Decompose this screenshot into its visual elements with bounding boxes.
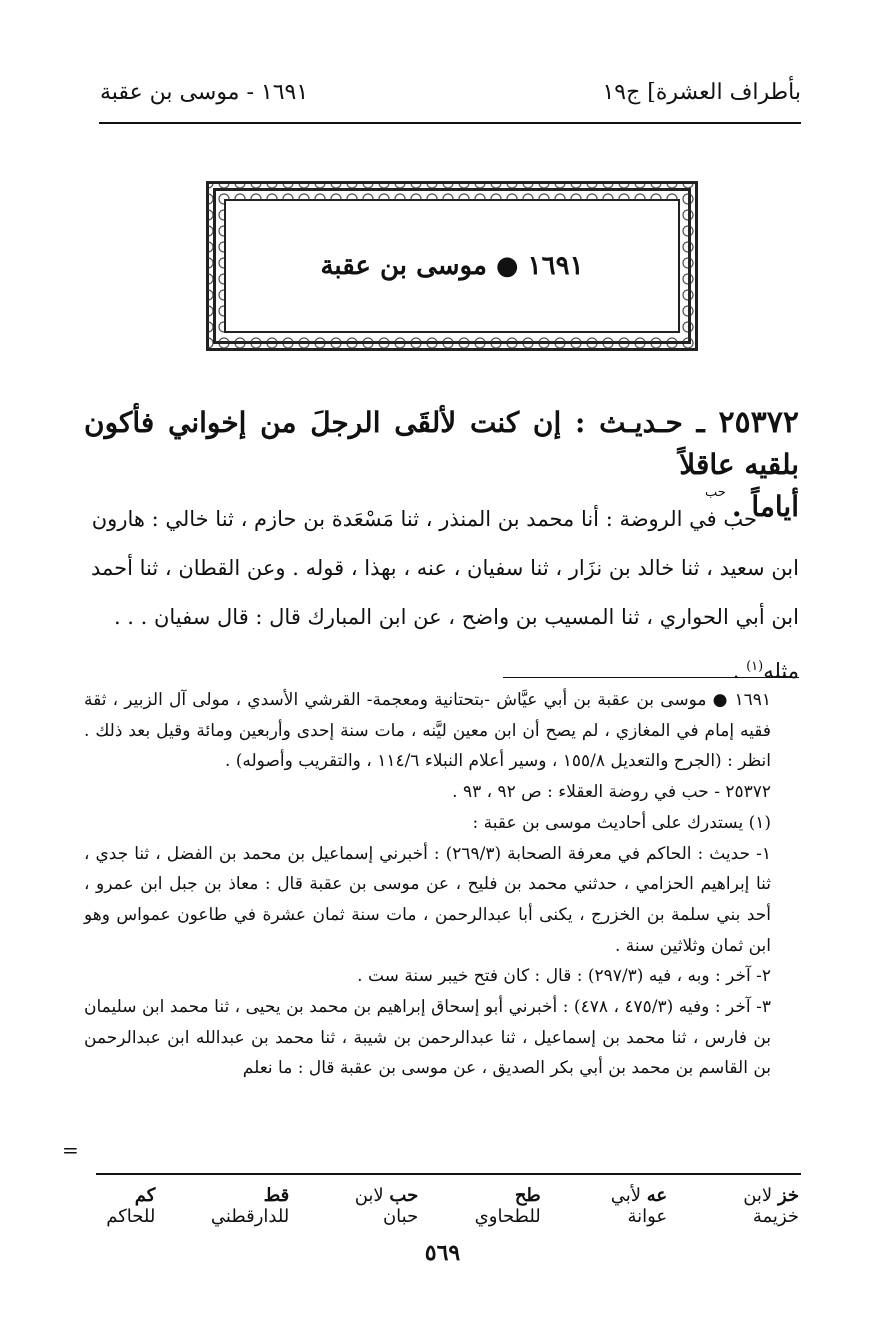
main-text [84,495,799,696]
abbr-item: خز لابن خزيمة [743,1185,799,1227]
hadith-label: ـ حـديـث : [575,406,705,439]
abbr-item: عه لأبي عوانة [610,1185,668,1227]
footnote-source: ٢٥٣٧٢ - حب في روضة العقلاء : ص ٩٢ ، ٩٣ . [452,782,771,803]
running-section-title: ١٦٩١ - موسى بن عقبة [100,80,309,105]
abbr-item: طح للطحاوي [474,1185,541,1227]
abbr-item: كم للحاكم [106,1185,156,1227]
page-header [100,80,801,114]
text-line-end: . [732,659,747,683]
footnote-addendum-heading: (١) يستدرك على أحاديث موسى بن عقبة : [472,812,771,833]
text-line-end: مثله [763,659,799,683]
continuation-mark: = [62,1138,79,1162]
hadith-text-end: أياماً . [731,490,799,523]
footnote-narrator: ١٦٩١ ● موسى بن عقبة بن أبي عيَّاش -بتحتانية ومعجمة- القرشي الأسدي ، مولى آل الزبير ، ثقة فقيه إمام في المغازي ، لم يصح أن ابن معين ليَّنه ، مات سنة إحدى وأربعين ومائة وقيل بعد ذلك . انظر : (الجرح والتعديل ١٥٥/٨ ، وسير أعلام النبلاء ١١٤/٦ ، والتقريب وأصوله) . [84,690,771,772]
ornamental-frame [206,181,698,351]
footnotes [84,685,799,1084]
abbreviations-legend [84,1185,799,1227]
text-line: ابن أبي الحواري ، ثنا المسيب بن واضح ، عن ابن المبارك قال : قال سفيان . . . [113,605,799,629]
abbr-item: حب لابن حبان [354,1185,419,1227]
text-line: ابن سعيد ، ثنا خالد بن نزَار ، ثنا سفيان ، عنه ، بهذا ، قوله . وعن القطان ، ثنا أحمد [90,556,799,580]
frame-inner [224,199,680,333]
running-book-title: بأطراف العشرة] ج١٩ [602,80,801,105]
rumuz-marker: حب [705,485,726,500]
footnote-divider [503,677,799,678]
abbr-item: قط للدارقطني [210,1185,290,1227]
footnote-mark: (١) [746,659,764,674]
footnote-addendum-2: ٢- آخر : وبه ، فيه (٢٩٧/٣) : قال : كان فتح خيبر سنة ست . [357,966,771,987]
header-divider [99,122,801,124]
footnote-addendum-1: ١- حديث : الحاكم في معرفة الصحابة (٢٦٩/٣) : أخبرني إسماعيل بن محمد بن الفضل ، ثنا جدي ، ثنا إبراهيم الحزامي ، حدثني محمد بن فليح ، عن موسى بن عقبة قال : معاذ بن جبل ابن عمرو ، أحد بني سلمة بن الخزرج ، يكنى أبا عبدالرحمن ، مات سنة ثمان عشرة في طاعون عمواس وهو ابن ثمان وثلاثين سنة . [84,843,771,956]
hadith-text: إن كنت لألقَى الرجلَ من إخواني فأكون بلقيه عاقلاً [84,406,799,481]
page-number: ٥٦٩ [424,1240,461,1266]
narrator-title: ١٦٩١ ● موسى بن عقبة [320,251,584,281]
hadith-number: ٢٥٣٧٢ [718,405,800,440]
text-line: حب في الروضة : أنا محمد بن المنذر ، ثنا مَسْعَدة بن حازم ، ثنا خالي : هارون [91,507,757,531]
abbreviations-divider [96,1173,801,1175]
footnote-addendum-3: ٣- آخر : وفيه (٤٧٥/٣ ، ٤٧٨) : أخبرني أبو إسحاق إبراهيم بن محمد بن يحيى ، ثنا محمد ابن سليمان بن فارس ، ثنا محمد بن إسماعيل ، ثنا عبدالرحمن بن شيبة ، ثنا محمد بن عبدالله ابن عبدالرحمن بن القاسم بن محمد بن أبي بكر الصديق ، عن موسى بن عقبة قال : ما نعلم [84,997,771,1079]
